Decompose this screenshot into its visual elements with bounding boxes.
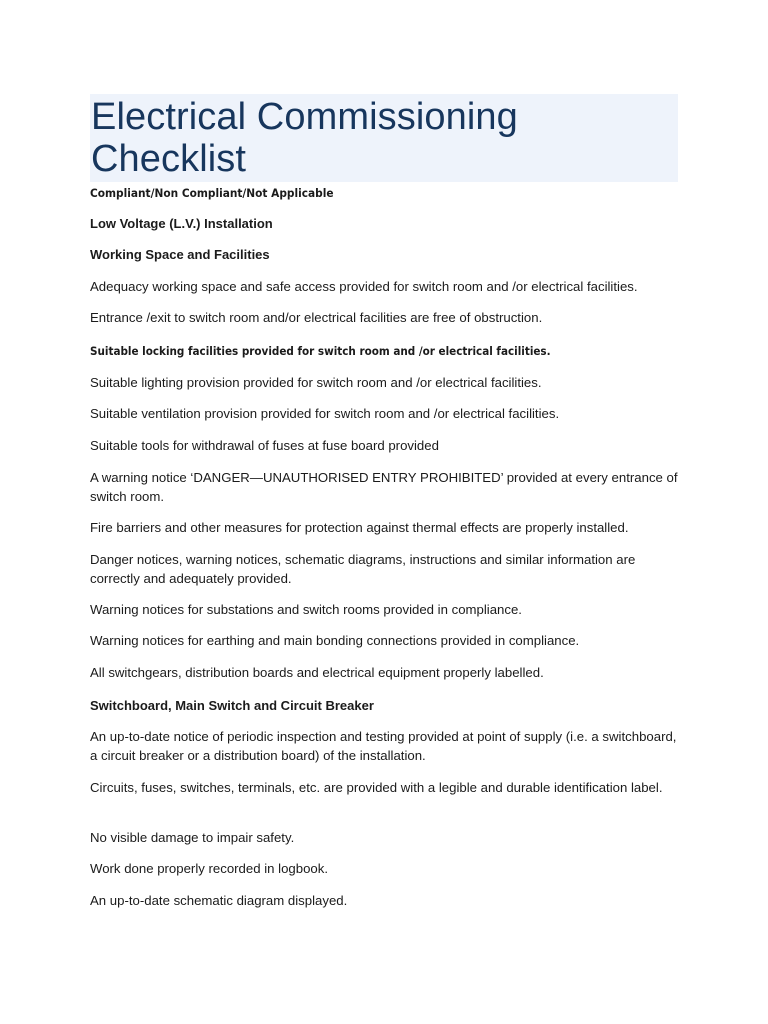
checklist-item: Entrance /exit to switch room and/or electrical facilities are free of obstruction.: [90, 310, 543, 325]
checklist-item: Work done properly recorded in logbook.: [90, 861, 328, 876]
section-heading-switchboard: Switchboard, Main Switch and Circuit Breaker: [90, 698, 374, 713]
section-heading-working-space: Working Space and Facilities: [90, 247, 270, 262]
checklist-item: Suitable ventilation provision provided for switch room and /or electrical facilities.: [90, 406, 560, 421]
checklist-item: Suitable locking facilities provided for switch room and /or electrical facilities.: [90, 345, 551, 358]
checklist-item: Circuits, fuses, switches, terminals, etc. are provided with a legible and durable identification label.: [90, 780, 663, 795]
checklist-item: Adequacy working space and safe access provided for switch room and /or electrical facilities.: [90, 279, 638, 294]
checklist-item: No visible damage to impair safety.: [90, 830, 295, 845]
title-banner: [90, 94, 678, 182]
checklist-item: Danger notices, warning notices, schematic diagrams, instructions and similar information are correctly and adequately provided.: [90, 552, 636, 586]
checklist-item: A warning notice ‘DANGER—UNAUTHORISED ENTRY PROHIBITED’ provided at every entrance of switch room.: [90, 470, 678, 504]
checklist-item: Suitable lighting provision provided for switch room and /or electrical facilities.: [90, 375, 542, 390]
document-title: Electrical Commissioning Checklist: [91, 96, 518, 180]
checklist-item: Suitable tools for withdrawal of fuses at fuse board provided: [90, 438, 439, 453]
checklist-item: Warning notices for earthing and main bonding connections provided in compliance.: [90, 633, 580, 648]
document-page: [90, 94, 678, 908]
checklist-item: All switchgears, distribution boards and electrical equipment properly labelled.: [90, 665, 544, 680]
checklist-item: Fire barriers and other measures for protection against thermal effects are properly installed.: [90, 520, 629, 535]
section-heading-lv-installation: Low Voltage (L.V.) Installation: [90, 216, 273, 231]
document-subtitle: Compliant/Non Compliant/Not Applicable: [90, 186, 334, 200]
checklist-item: An up-to-date notice of periodic inspection and testing provided at point of supply (i.e. a switchboard, a circuit breaker or a distribution board) of the installation.: [90, 729, 677, 763]
checklist-item: An up-to-date schematic diagram displayed.: [90, 893, 348, 908]
checklist-item: Warning notices for substations and switch rooms provided in compliance.: [90, 602, 522, 617]
